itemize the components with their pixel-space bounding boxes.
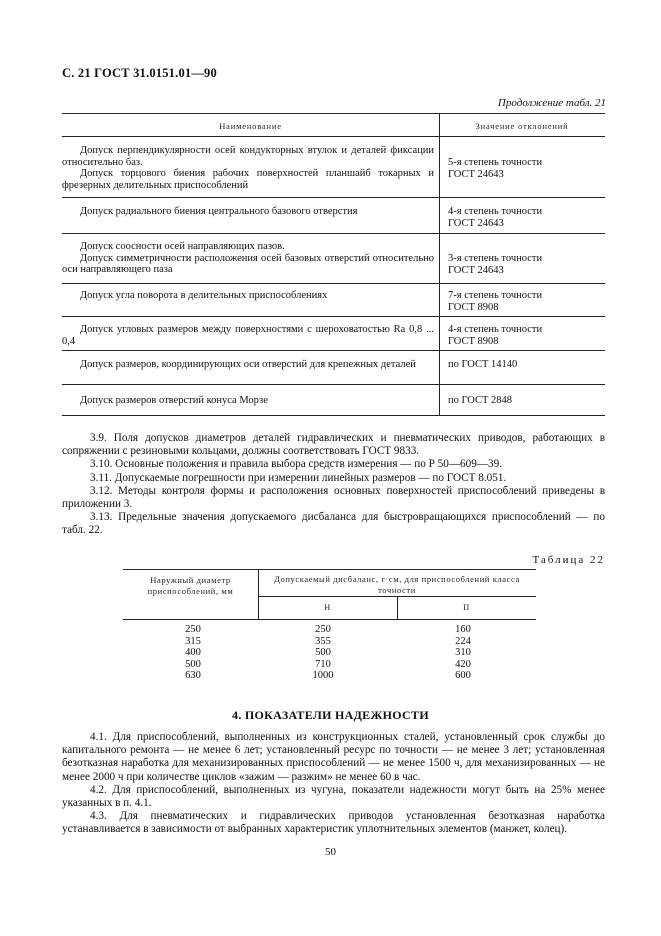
- diameter-column: [153, 624, 233, 682]
- table-cell: 315: [185, 635, 201, 647]
- paragraph-3-9: 3.9. Поля допусков диаметров деталей гидравлических и пневматических приводов, работающих в сопряжении с резиновыми кольцами, должны соответствовать ГОСТ 9833.: [62, 432, 605, 458]
- col-header-diameter: Наружный диаметр приспособлений, мм: [147, 575, 234, 596]
- table-row-value: 4-я степень точности ГОСТ 24643: [448, 206, 543, 229]
- table-cell: 160: [455, 624, 471, 635]
- table-cell: 1000: [312, 670, 334, 682]
- col-header-class-n: Н: [324, 602, 331, 612]
- table-cell: 710: [315, 658, 331, 670]
- table-22: [123, 569, 536, 689]
- col-header-imbalance: Допускаемый дисбаланс, г·см, для приспособлений класса точности: [274, 574, 520, 595]
- table-cell: 250: [315, 624, 331, 635]
- col-header-name: Наименование: [219, 121, 282, 131]
- paragraph-4-2: 4.2. Для приспособлений, выполненных из чугуна, показатели надежности могут быть на 25% менее указанных в п. 4.1.: [62, 783, 605, 810]
- table-cell: 355: [315, 635, 331, 647]
- table-cell: 310: [455, 647, 471, 659]
- table-row: Допуск перпендикулярности осей кондукторных втулок и деталей фиксации относительно баз. Допуск торцового биения рабочих поверхностей планшайб токарных и фрезерных делительных приспособлений: [62, 145, 434, 191]
- table-row: Допуск угловых размеров между поверхностями с шероховатостью Ra 0,8 ... 0,4: [62, 324, 434, 347]
- paragraph-3-12: 3.12. Методы контроля формы и расположения основных поверхностей приспособлений приведены в приложении 3.: [62, 484, 605, 511]
- table-cell: 500: [315, 647, 331, 659]
- class-p-column: [423, 624, 503, 682]
- section-4-paragraphs: [62, 731, 605, 837]
- table-cell: 600: [455, 670, 471, 682]
- table-cell: 630: [185, 670, 201, 682]
- table-row-value: 7-я степень точности ГОСТ 8908: [448, 290, 543, 313]
- table-continuation-label: Продолжение табл. 21: [497, 97, 606, 109]
- table-row: Допуск размеров, координирующих оси отверстий для крепежных деталей: [80, 359, 416, 370]
- table-row-value: 3-я степень точности ГОСТ 24643: [448, 253, 543, 276]
- table-row-value: по ГОСТ 14140: [448, 359, 518, 370]
- table-row-value: 5-я степень точности ГОСТ 24643: [448, 157, 543, 180]
- page-number: 50: [325, 846, 336, 858]
- table-cell: 420: [455, 658, 471, 670]
- table-row: Допуск соосности осей направляющих пазов. Допуск симметричности расположения осей базовых отверстий относительно оси направляющего паза: [62, 241, 434, 276]
- table-22-caption: Таблица 22: [532, 554, 605, 566]
- page-header: С. 21 ГОСТ 31.0151.01—90: [62, 66, 217, 80]
- col-header-value: Значение отклонений: [475, 121, 569, 131]
- table-row: Допуск радиального биения центрального базового отверстия: [80, 206, 358, 217]
- paragraph-3-13: 3.13. Предельные значения допускаемого дисбаланса для быстровращающихся приспособлений — по табл. 22.: [62, 511, 605, 537]
- col-header-class-p: П: [463, 602, 470, 612]
- paragraph-4-3: 4.3. Для пневматических и гидравлических приводов установленная безотказная наработка устанавливается в зависимости от выбранных характеристик уплотнительных элементов (манжет, колец).: [62, 810, 605, 836]
- table-row: Допуск угла поворота в делительных приспособлениях: [80, 290, 328, 301]
- paragraph-4-1: 4.1. Для приспособлений, выполненных из конструкционных сталей, установленный срок службы до капитального ремонта — не менее 6 лет; установленный ресурс по точности — не менее 3 лет; установленная безотказная наработка для механизированных приспособлений — не менее 1500 ч, для механизированных — не менее 2000 ч при количестве циклов «зажим — разжим» не менее 60 в час.: [62, 731, 605, 783]
- table-cell: 250: [185, 624, 201, 635]
- table-row-value: 4-я степень точности ГОСТ 8908: [448, 324, 543, 347]
- table-cell: 224: [455, 635, 471, 647]
- paragraph-3-10: 3.10. Основные положения и правила выбора средств измерения — по Р 50—609—39.: [90, 458, 503, 471]
- section-3-paragraphs: [62, 432, 605, 538]
- table-cell: 400: [185, 647, 201, 659]
- table-row-value: по ГОСТ 2848: [448, 395, 513, 406]
- paragraph-3-11: 3.11. Допускаемые погрешности при измерении линейных размеров — по ГОСТ 8.051.: [90, 471, 507, 484]
- table-cell: 500: [185, 658, 201, 670]
- table-row: Допуск размеров отверстий конуса Морзе: [80, 395, 268, 406]
- section-4-title: 4. ПОКАЗАТЕЛИ НАДЕЖНОСТИ: [232, 708, 429, 722]
- class-n-column: [283, 624, 363, 682]
